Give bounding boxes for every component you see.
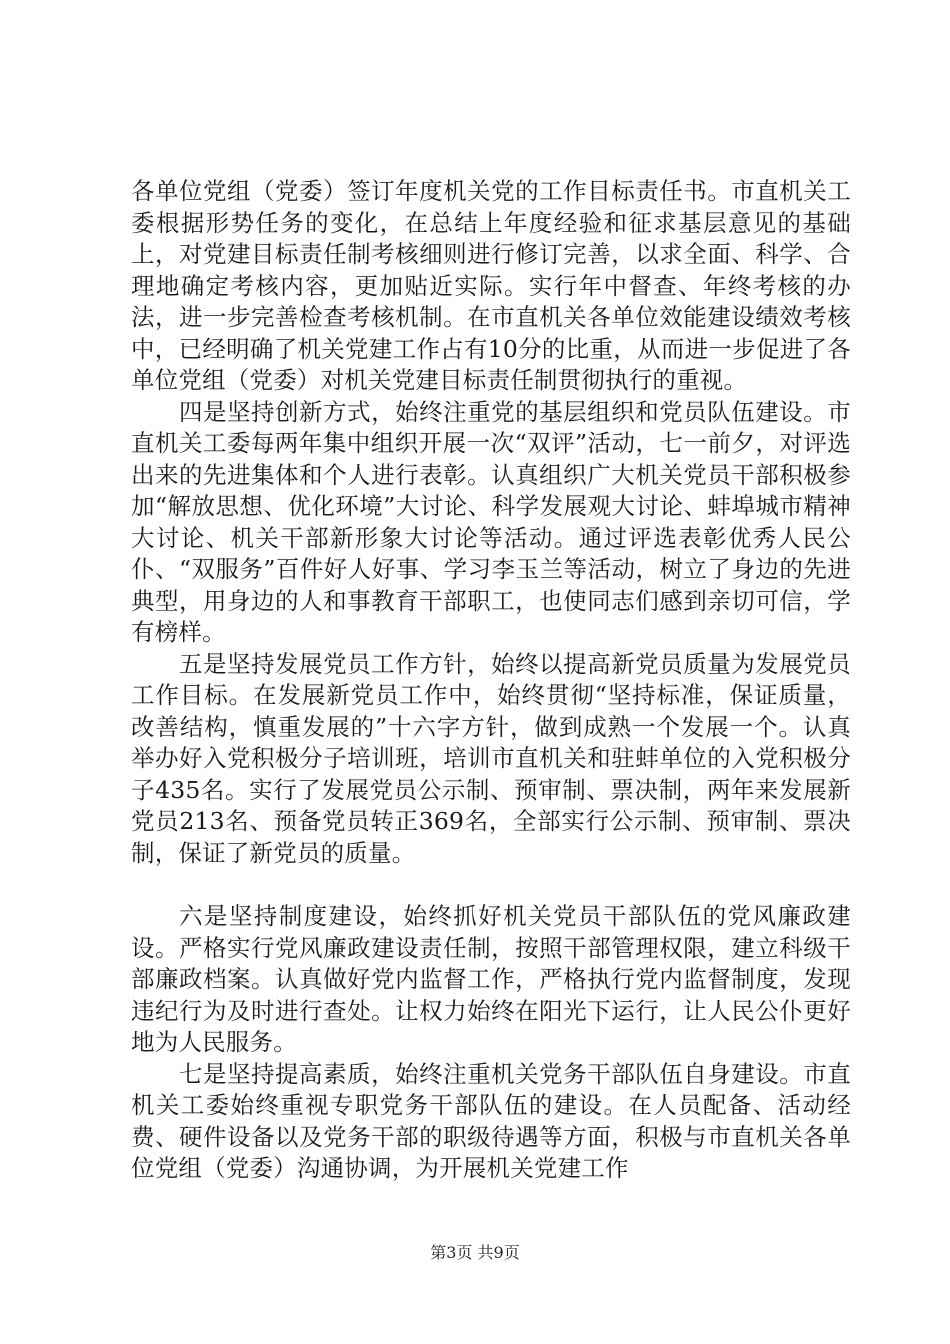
paragraph-point-six: 六是坚持制度建设，始终抓好机关党员干部队伍的党风廉政建设。严格实行党风廉政建设责任制，按照干部管理权限，建立科级干部廉政档案。认真做好党内监督工作，严格执行党内监督制度，发现违纪行为及时进行查处。让权力始终在阳光下运行，让人民公仆更好地为人民服务。 (131, 902, 851, 1056)
document-body (131, 176, 851, 1185)
paragraph-continuation: 各单位党组（党委）签订年度机关党的工作目标责任书。市直机关工委根据形势任务的变化，在总结上年度经验和征求基层意见的基础上，对党建目标责任制考核细则进行修订完善，以求全面、科学、合理地确定考核内容，更加贴近实际。实行年中督查、年终考核的办法，进一步完善检查考核机制。在市直机关各单位效能建设绩效考核中，已经明确了机关党建工作占有10分的比重，从而进一步促进了各单位党组（党委）对机关党建目标责任制贯彻执行的重视。 (131, 177, 851, 394)
paragraph-point-four: 四是坚持创新方式，始终注重党的基层组织和党员队伍建设。市直机关工委每两年集中组织开展一次“双评”活动，七一前夕，对评选出来的先进集体和个人进行表彰。认真组织广大机关党员干部积极参加“解放思想、优化环境”大讨论、科学发展观大讨论、蚌埠城市精神大讨论、机关干部新形象大讨论等活动。通过评选表彰优秀人民公仆、“双服务”百件好人好事、学习李玉兰等活动，树立了身边的先进典型，用身边的人和事教育干部职工，也使同志们感到亲切可信，学有榜样。 (131, 397, 851, 646)
paragraph-point-five: 五是坚持发展党员工作方针，始终以提高新党员质量为发展党员工作目标。在发展新党员工作中，始终贯彻“坚持标准，保证质量，改善结构，慎重发展的”十六字方针，做到成熟一个发展一个。认真举办好入党积极分子培训班，培训市直机关和驻蚌单位的入党积极分子435名。实行了发展党员公示制、预审制、票决制，两年来发展新党员213名、预备党员转正369名，全部实行公示制、预审制、票决制，保证了新党员的质量。 (131, 649, 851, 867)
page-number-footer: 第3页 共9页 (430, 1243, 520, 1262)
paragraph-point-seven: 七是坚持提高素质，始终注重机关党务干部队伍自身建设。市直机关工委始终重视专职党务干部队伍的建设。在人员配备、活动经费、硬件设备以及党务干部的职级待遇等方面，积极与市直机关各单位党组（党委）沟通协调，为开展机关党建工作 (131, 1059, 851, 1182)
